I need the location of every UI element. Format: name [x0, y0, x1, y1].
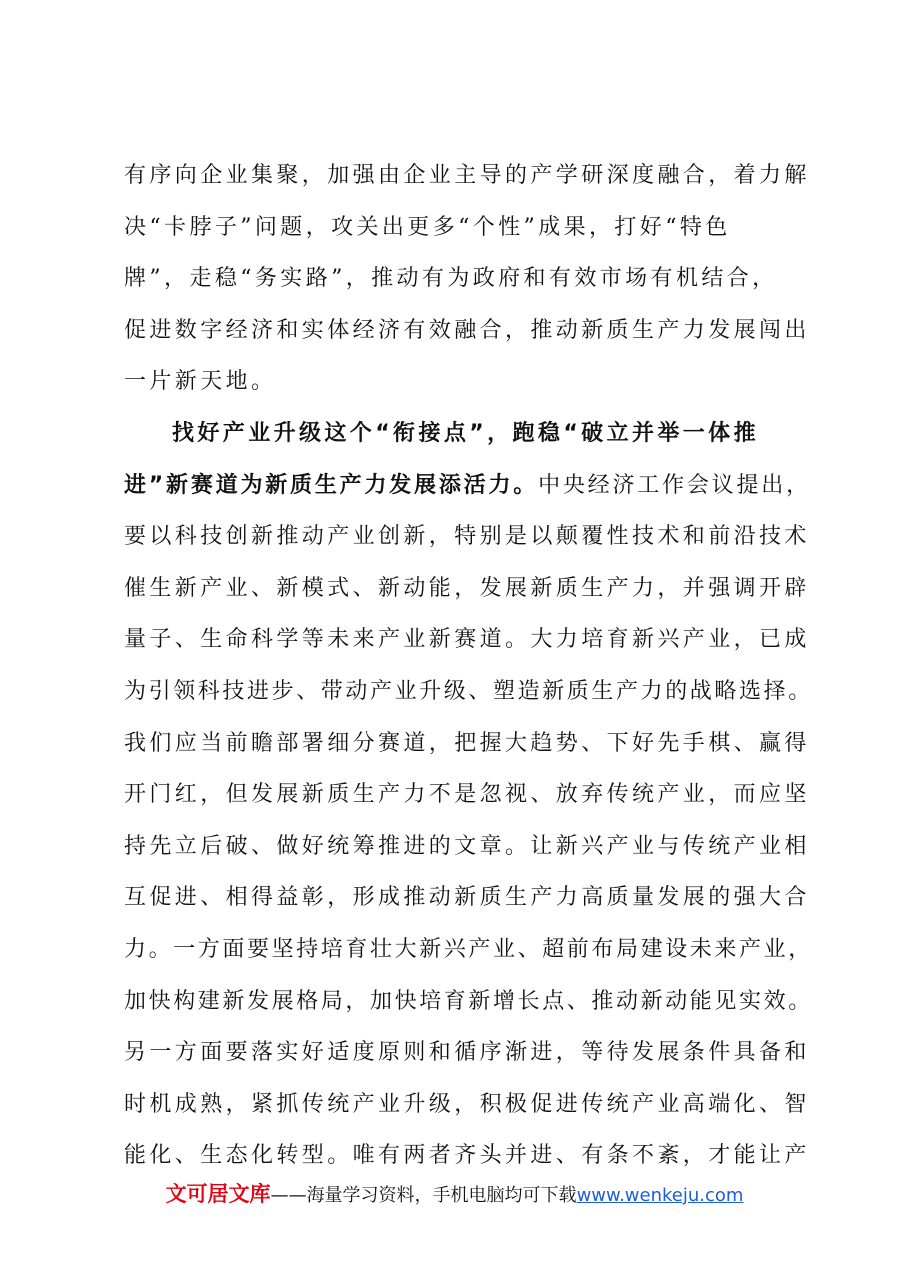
line-text: 力。一方面要坚持培育壮大新兴产业、超前布局建设未来产业，	[124, 936, 813, 962]
line-text: 有序向企业集聚，加强由企业主导的产学研深度融合，着力解	[124, 163, 810, 188]
line-text: 加快构建新发展格局，加快培育新增长点、推动新动能见实效。	[124, 988, 813, 1014]
bold-heading-text: 进”新赛道为新质生产力发展添活力。	[124, 472, 539, 498]
line-text: 催生新产业、新模式、新动能，发展新质生产力，并强调开辟	[124, 575, 810, 601]
text-line	[124, 821, 814, 873]
text-line	[124, 614, 814, 666]
line-text: 我们应当前瞻部署细分赛道，把握大趋势、下好先手棋、赢得	[124, 730, 810, 756]
text-line	[124, 150, 814, 202]
paragraph-heading-line	[124, 408, 814, 460]
text-line	[124, 769, 814, 821]
line-text: 时机成熟，紧抓传统产业升级，积极促进传统产业高端化、智	[124, 1091, 810, 1117]
line-text: 促进数字经济和实体经济有效融合，推动新质生产力发展闯出	[124, 317, 810, 343]
text-line	[124, 872, 814, 924]
line-text: 能化、生态化转型。唯有两者齐头并进、有条不紊，才能让产	[124, 1143, 810, 1169]
line-text: 另一方面要落实好适度原则和循序渐进，等待发展条件具备和	[124, 1040, 810, 1066]
text-line	[124, 976, 814, 1028]
footer-brand: 文可居文库	[165, 1182, 271, 1206]
text-line	[124, 460, 814, 512]
text-line	[124, 718, 814, 770]
bold-heading-text: 找好产业升级这个“衔接点”，跑稳“破立并举一体推	[172, 420, 759, 446]
text-line	[124, 305, 814, 357]
line-text: 开门红，但发展新质生产力不是忽视、放弃传统产业，而应坚	[124, 782, 810, 808]
line-text: 牌”，走稳“务实路”，推动有为政府和有效市场有机结合，	[124, 266, 778, 292]
line-text: 持先立后破、做好统筹推进的文章。让新兴产业与传统产业相	[124, 833, 810, 859]
text-line	[124, 1027, 814, 1079]
text-line	[124, 356, 814, 408]
text-line	[124, 253, 814, 305]
line-text: 量子、生命科学等未来产业新赛道。大力培育新兴产业，已成	[124, 627, 810, 653]
line-text: 为引领科技进步、带动产业升级、塑造新质生产力的战略选择。	[124, 678, 813, 704]
text-line	[124, 1130, 814, 1182]
footer-url-link[interactable]: www.wenkeju.com	[576, 1185, 744, 1206]
line-text: 中央经济工作会议提出，	[538, 472, 811, 498]
text-line	[124, 202, 814, 254]
text-line	[124, 666, 814, 718]
footer-dash: ——	[270, 1185, 307, 1206]
text-line	[124, 563, 814, 615]
text-line	[124, 511, 814, 563]
line-text: 互促进、相得益彰，形成推动新质生产力高质量发展的强大合	[124, 885, 810, 911]
body-text	[124, 150, 814, 1182]
footer-slogan: 海量学习资料，手机电脑均可下载	[306, 1185, 577, 1206]
line-text: 要以科技创新推动产业创新，特别是以颠覆性技术和前沿技术	[124, 524, 810, 550]
text-line	[124, 1079, 814, 1131]
line-text: 决“卡脖子”问题，攻关出更多“个性”成果，打好“特色	[124, 214, 731, 240]
line-text: 一片新天地。	[124, 369, 277, 395]
footer-banner	[0, 1178, 909, 1208]
text-line	[124, 924, 814, 976]
